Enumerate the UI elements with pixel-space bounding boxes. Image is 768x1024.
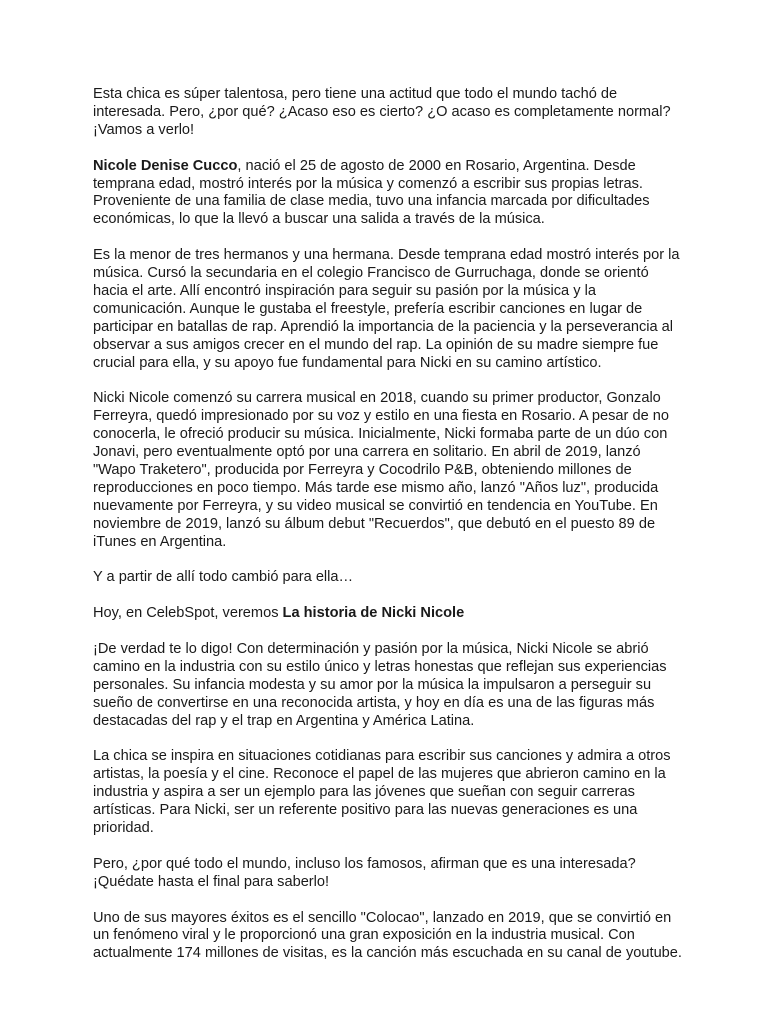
paragraph-text: Esta chica es súper talentosa, pero tiene una actitud que todo el mundo tachó de interesada. Pero, ¿por qué? ¿Acaso eso es cierto? ¿O acaso es completamente normal? ¡Vamos a verlo! [93, 86, 671, 138]
paragraph-intro [93, 86, 683, 140]
paragraph-transition [93, 569, 683, 587]
paragraph-text: La chica se inspira en situaciones cotidianas para escribir sus canciones y admira a otros artistas, la poesía y el cine. Reconoce el papel de las mujeres que abrieron camino en la industria y aspira a ser un ejemplo para las jóvenes que sueñan con seguir carreras artísticas. Para Nicki, ser un referente positivo para las nuevas generaciones es una prioridad. [93, 748, 671, 837]
paragraph-colocao [93, 910, 683, 964]
paragraph-career [93, 390, 683, 551]
paragraph-inspiration [93, 748, 683, 838]
paragraph-text: Nicki Nicole comenzó su carrera musical en 2018, cuando su primer productor, Gonzalo Ferreyra, quedó impresionado por su voz y estilo en una fiesta en Rosario. A pesar de no conocerla, le ofreció producir su música. Inicialmente, Nicki formaba parte de un dúo con Jonavi, pero eventualmente optó por una carrera en solitario. En abril de 2019, lanzó "Wapo Traketero", producida por Ferreyra y Cocodrilo P&B, obteniendo millones de reproducciones en poco tiempo. Más tarde ese mismo año, lanzó "Años luz", producida nuevamente por Ferreyra, y su video musical se convirtió en tendencia en YouTube. En noviembre de 2019, lanzó su álbum debut "Recuerdos", que debutó en el puesto 89 de iTunes en Argentina. [93, 390, 669, 550]
paragraph-text: Hoy, en CelebSpot, veremos [93, 605, 283, 622]
paragraph-family [93, 247, 683, 372]
bold-story-title: La historia de Nicki Nicole [282, 605, 465, 622]
document-body [93, 86, 683, 981]
paragraph-birth [93, 158, 683, 230]
paragraph-text: Y a partir de allí todo cambió para ella… [93, 569, 354, 586]
paragraph-text: , nació el 25 de agosto de 2000 en Rosario, Argentina. Desde temprana edad, mostró interés por la música y comenzó a escribir sus propias letras. Proveniente de una familia de clase media, tuvo una infancia marcada por dificultades económicas, lo que la llevó a buscar una salida a través de la música. [93, 157, 650, 228]
bold-name: Nicole Denise Cucco [93, 157, 238, 174]
paragraph-question [93, 856, 683, 892]
paragraph-determination [93, 641, 683, 731]
paragraph-text: Uno de sus mayores éxitos es el sencillo "Colocao", lanzado en 2019, que se convirtió en un fenómeno viral y le proporcionó una gran exposición en la industria musical. Con actualmente 174 millones de visitas, es la canción más escuchada en su canal de youtube. [93, 909, 682, 962]
paragraph-text: Pero, ¿por qué todo el mundo, incluso los famosos, afirman que es una interesada? ¡Quédate hasta el final para saberlo! [93, 855, 636, 890]
paragraph-text: Es la menor de tres hermanos y una hermana. Desde temprana edad mostró interés por la música. Cursó la secundaria en el colegio Francisco de Gurruchaga, donde se orientó hacia el arte. Allí encontró inspiración para seguir su pasión por la música y la comunicación. Aunque le gustaba el freestyle, prefería escribir canciones en lugar de participar en batallas de rap. Aprendió la importancia de la paciencia y la perseverancia al observar a sus amigos crecer en el mundo del rap. La opinión de su madre siempre fue crucial para ella, y su apoyo fue fundamental para Nicki en su camino artístico. [93, 247, 680, 371]
paragraph-today [93, 605, 683, 623]
paragraph-text: ¡De verdad te lo digo! Con determinación y pasión por la música, Nicki Nicole se abrió camino en la industria con su estilo único y letras honestas que reflejan sus experiencias personales. Su infancia modesta y su amor por la música la impulsaron a perseguir su sueño de convertirse en una reconocida artista, y hoy en día es una de las figuras más destacadas del rap y el trap en Argentina y América Latina. [93, 641, 667, 729]
